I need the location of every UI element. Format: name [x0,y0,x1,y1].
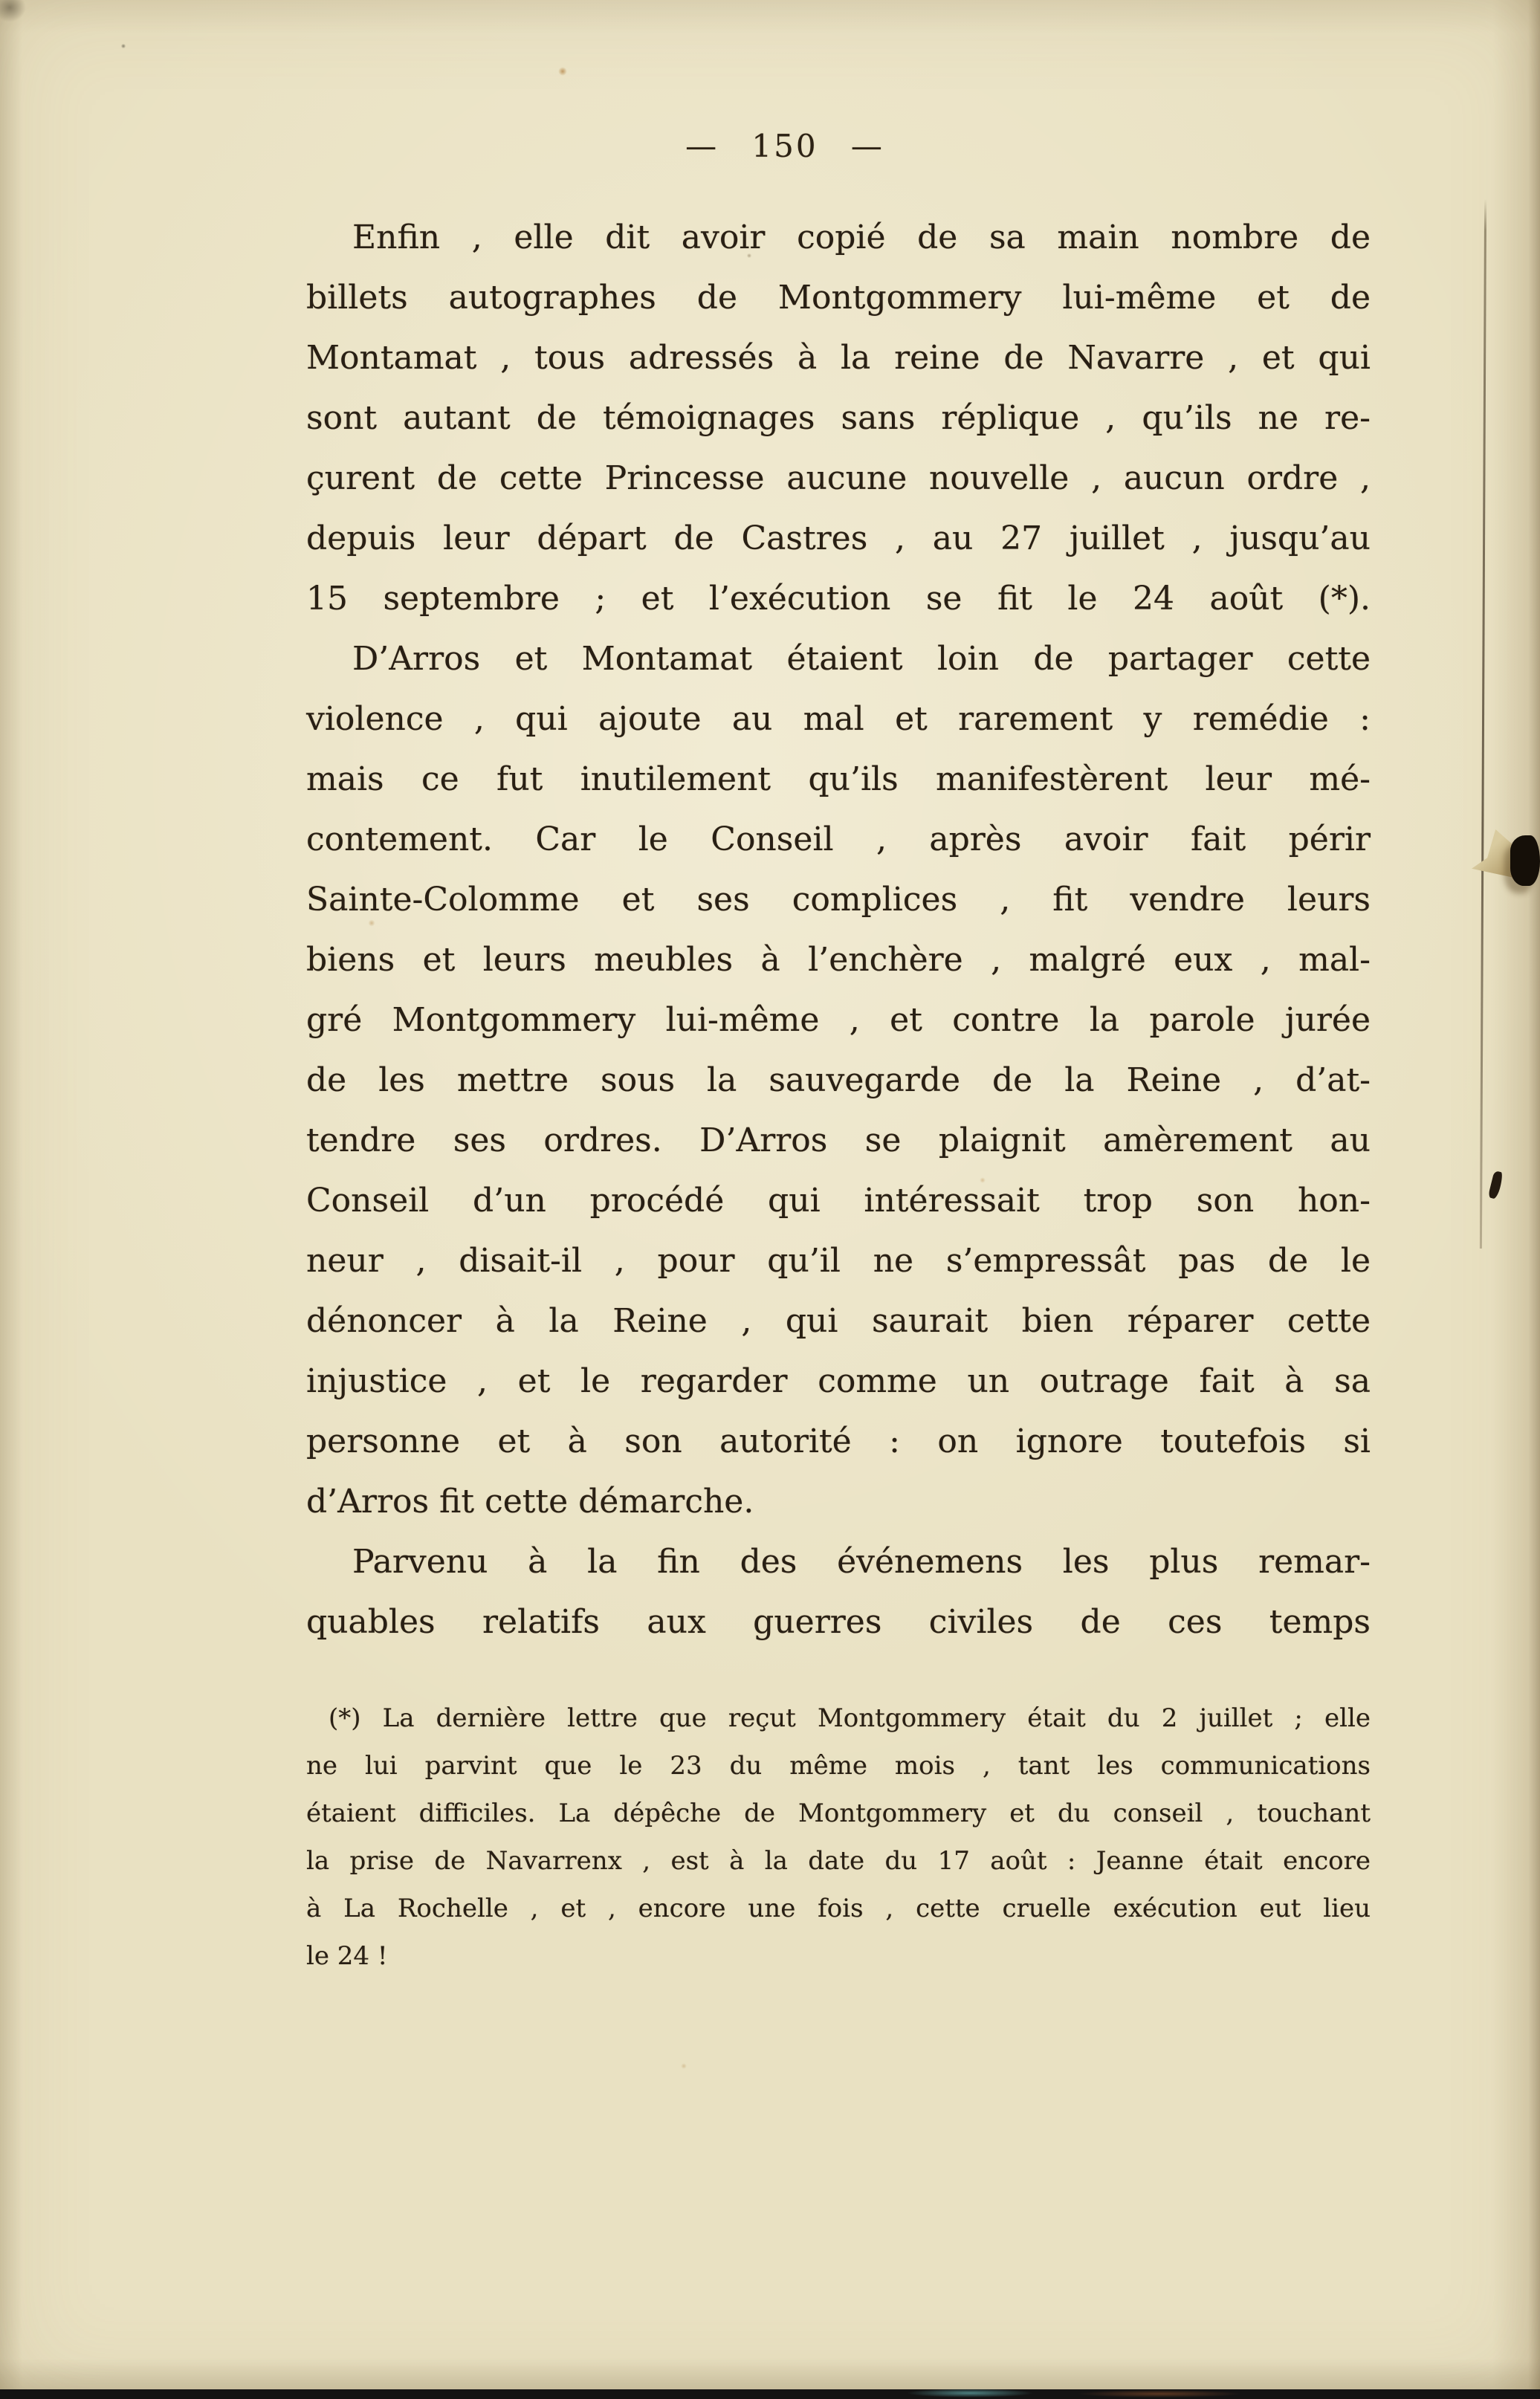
text-line: tendre ses ordres. D’Arros se plaignit amèrement au [306,1121,1371,1159]
scanner-smudge-brown [1063,2389,1256,2398]
footnote-line: à La Rochelle , et , encore une fois , cette cruelle exécution eut lieu [306,1894,1371,1923]
text-line: de les mettre sous la sauvegarde de la Reine , d’at- [306,1061,1371,1099]
footnote-line: le 24 ! [306,1941,388,1971]
text-line: D’Arros et Montamat étaient loin de partager cette [352,640,1371,678]
text-line: neur , disait-il , pour qu’il ne s’empressât pas de le [306,1242,1371,1280]
text-line: injustice , et le regarder comme un outrage fait à sa [306,1362,1371,1400]
text-line: contement. Car le Conseil , après avoir fait périr [306,820,1371,858]
scan-bottom-bar [0,2389,1540,2399]
text-line: çurent de cette Princesse aucune nouvelle , aucun ordre , [306,459,1371,497]
text-line: Montamat , tous adressés à la reine de Navarre , et qui [306,339,1371,377]
footnote-line: ne lui parvint que le 23 du même mois , tant les communications [306,1751,1371,1781]
scanner-smudge-teal [896,2388,1044,2398]
text-line: Sainte-Colomme et ses complices , fit vendre leurs [306,881,1371,919]
text-line: Conseil d’un procédé qui intéressait trop son hon- [306,1182,1371,1220]
text-line: Enfin , elle dit avoir copié de sa main nombre de [352,218,1371,256]
text-line: personne et à son autorité : on ignore toutefois si [306,1422,1371,1460]
text-line: sont autant de témoignages sans réplique , qu’ils ne re- [306,399,1371,437]
text-line: quables relatifs aux guerres civiles de ces temps [306,1603,1371,1641]
text-line: billets autographes de Montgommery lui-même et de [306,279,1371,317]
text-line: violence , qui ajoute au mal et rarement y remédie : [306,700,1371,738]
footnote-line: étaient difficiles. La dépêche de Montgommery et du conseil , touchant [306,1799,1371,1828]
footnote [306,1694,1371,1980]
text-line: d’Arros fit cette démarche. [306,1483,754,1521]
corner-smudge [0,0,31,27]
ink-speck [1488,1171,1504,1200]
text-line: depuis leur départ de Castres , au 27 juillet , jusqu’au [306,519,1371,557]
body-text [306,207,1371,1652]
text-line: mais ce fut inutilement qu’ils manifestèrent leur mé- [306,760,1371,798]
footnote-line: la prise de Navarrenx , est à la date du 17 août : Jeanne était encore [306,1846,1371,1876]
page-edge-line [1480,199,1486,1249]
text-line: dénoncer à la Reine , qui saurait bien réparer cette [306,1302,1371,1340]
text-line: gré Montgommery lui-même , et contre la parole jurée [306,1001,1371,1039]
ink-blot [1510,835,1540,886]
text-line: biens et leurs meubles à l’enchère , malgré eux , mal- [306,941,1371,979]
page-number: — 150 — [685,128,884,164]
footnote-line: (*) La dernière lettre que reçut Montgommery était du 2 juillet ; elle [329,1703,1371,1733]
text-line: 15 septembre ; et l’exécution se fit le 24 août (*). [306,580,1371,618]
text-line: Parvenu à la fin des événemens les plus remar- [352,1543,1371,1581]
